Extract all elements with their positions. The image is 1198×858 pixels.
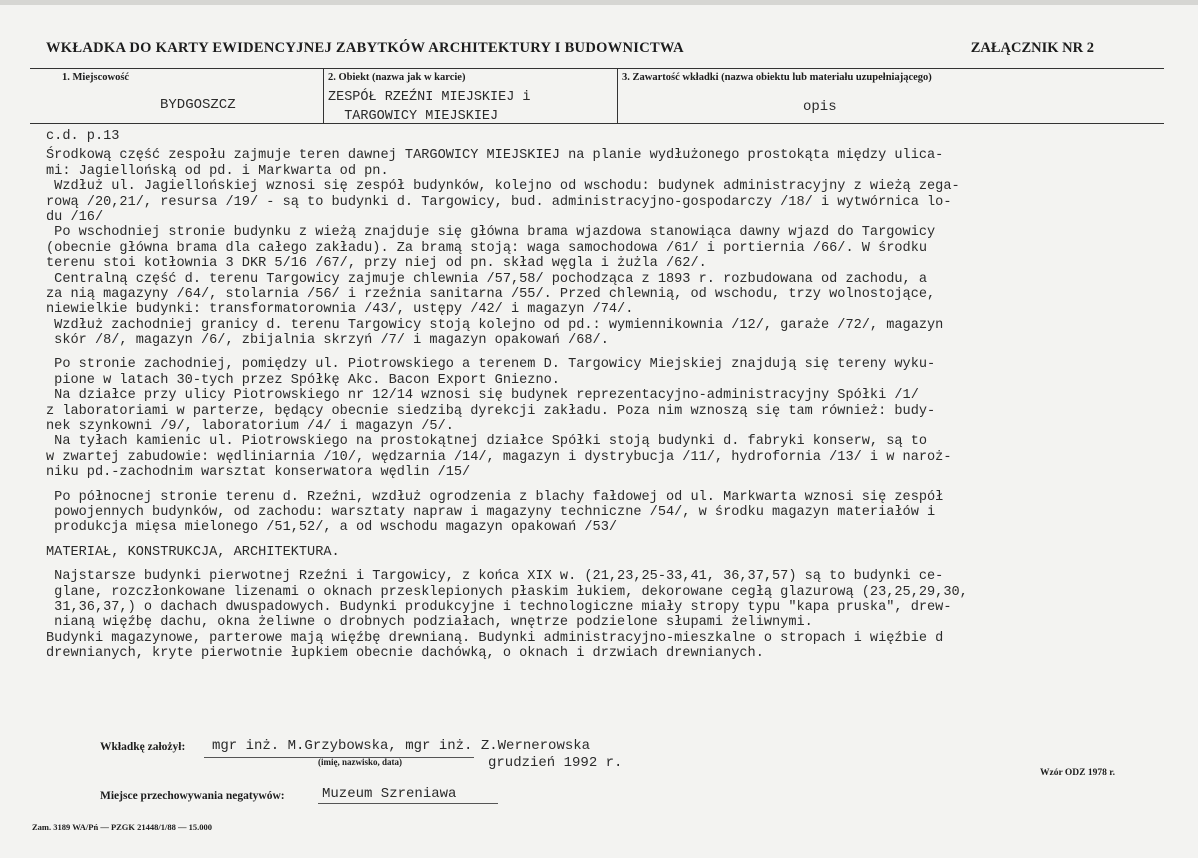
form-title: WKŁADKA DO KARTY EWIDENCYJNEJ ZABYTKÓW ARCHITEKTURY I BUDOWNICTWA: [46, 40, 684, 56]
body-paragraph: [46, 569, 1174, 661]
paragraph-gap: [46, 481, 1174, 490]
body-line: Po północnej stronie terenu d. Rzeźni, wzdłuż ogrodzenia z blachy fałdowej od ul. Markwarta wznosi się zespół: [46, 489, 944, 505]
body-paragraph: [46, 148, 1174, 348]
object-label: 2. Obiekt (nazwa jak w karcie): [328, 72, 466, 83]
body-paragraph: [46, 490, 1174, 536]
body-line: powojennych budynków, od zachodu: warsztaty napraw i magazyny techniczne /54/, w środku magazyn materiałów i: [46, 504, 936, 520]
body-line: niku pd.-zachodnim warsztat konserwatora wędlin /15/: [46, 465, 471, 481]
header-fields-table: [30, 68, 1164, 124]
body-line: Po wschodniej stronie budynku z wieżą znajduje się główna brama wjazdowa stanowiąca dawny wjazd do Targowicy: [46, 225, 936, 241]
negatives-label: Miejsce przechowywania negatywów:: [100, 790, 285, 802]
scan-edge: [0, 0, 1198, 5]
paragraph-gap: [46, 536, 1174, 545]
body-line: glane, rozczłonkowane lizenami o oknach przesklepionych płaskim łukiem, dekorowane cegłą glazurową (23,25,29,30,: [46, 584, 968, 600]
description-body: [46, 129, 1174, 662]
annex-number: ZAŁĄCZNIK NR 2: [970, 40, 1094, 56]
negatives-underline: [318, 803, 498, 804]
paragraph-gap: [46, 348, 1174, 357]
date-value: grudzień 1992 r.: [488, 755, 623, 771]
body-line: (obecnie główna brama dla całego zakładu). Za bramą stoją: waga samochodowa /61/ i portiernia /66/. W środku: [46, 240, 928, 256]
body-line: za nią magazyny /64/, stolarnia /56/ i rzeźnia sanitarna /55/. Przed chlewnią, od wschodu, trzy wolnostojące,: [46, 286, 936, 302]
object-cell: [323, 69, 618, 123]
body-line: Budynki magazynowe, parterowe mają więźbę drewnianą. Budynki administracyjno-mieszkalne o stropach i więźbie d: [46, 630, 944, 646]
body-line: Na działce przy ulicy Piotrowskiego nr 12/14 wznosi się budynek reprezentacyjno-administracyjny Spółki /1/: [46, 388, 919, 404]
body-line: drewnianych, kryte pierwotnie łupkiem obecnie dachówką, o oknach i drzwiach drewnianych.: [46, 646, 764, 662]
locality-value: BYDGOSZCZ: [160, 97, 236, 113]
object-value-line-1: ZESPÓŁ RZEŹNI MIEJSKIEJ i: [328, 90, 531, 105]
body-line: MATERIAŁ, KONSTRUKCJA, ARCHITEKTURA.: [46, 544, 340, 560]
body-line: du /16/: [46, 209, 104, 225]
paragraph-gap: [46, 560, 1174, 569]
object-value: [328, 88, 531, 126]
body-line: Najstarsze budynki pierwotnej Rzeźni i Targowicy, z końca XIX w. (21,23,25-33,41, 36,37,57) są to budynki ce-: [46, 569, 944, 585]
content-cell: [617, 69, 1165, 123]
form-code: Wzór ODZ 1978 r.: [1040, 768, 1115, 778]
author-hint: (imię, nazwisko, data): [318, 757, 402, 767]
body-line: terenu stoi kotłownia 3 DKR 5/16 /67/, przy niej od pn. skład węgla i żużla /62/.: [46, 256, 707, 272]
body-line: rową /20,21/, resursa /19/ - są to budynki d. Targowicy, bud. administracyjno-gospodarczy /18/ i wytwórnica lo-: [46, 194, 952, 210]
body-line: nianą więźbę dachu, okna żeliwne o drobnych podziałach, wnętrze podzielone słupami żeliwnymi.: [46, 615, 813, 631]
body-line: Po stronie zachodniej, pomiędzy ul. Piotrowskiego a terenem D. Targowicy Miejskiej znajdują się tereny wyku-: [46, 357, 936, 373]
body-line: c.d. p.13: [46, 129, 120, 144]
body-line: Centralną część d. terenu Targowicy zajmuje chlewnia /57,58/ pochodząca z 1893 r. rozbudowana od zachodu, a: [46, 271, 928, 287]
author-label: Wkładkę założył:: [100, 741, 186, 753]
content-value: opis: [803, 99, 837, 115]
body-line: 31,36,37,) o dachach dwuspadowych. Budynki produkcyjne i technologiczne miały stropy typu "kapa pruska", drew-: [46, 599, 952, 615]
content-label: 3. Zawartość wkładki (nazwa obiektu lub materiału uzupełniającego): [622, 72, 932, 83]
body-line: z laboratoriami w parterze, będący obecnie siedzibą dyrekcji zakładu. Poza nim wznoszą się tam również: budy-: [46, 403, 936, 419]
body-line: produkcja mięsa mielonego /51,52/, a od wschodu magazyn opakowań /53/: [46, 520, 618, 536]
body-line: niewielkie budynki: transformatorownia /43/, ustępy /42/ i magazyn /74/.: [46, 302, 634, 318]
body-paragraph: [46, 129, 1174, 144]
author-value: mgr inż. M.Grzybowska, mgr inż. Z.Wernerowska: [212, 738, 591, 754]
body-line: skór /8/, magazyn /6/, zbijalnia skrzyń /7/ i magazyn opakowań /68/.: [46, 333, 609, 349]
body-paragraph: [46, 357, 1174, 480]
locality-cell: [30, 69, 323, 123]
body-line: Wzdłuż ul. Jagiellońskiej wznosi się zespół budynków, kolejno od wschodu: budynek administracyjny z wieżą zega-: [46, 179, 960, 195]
object-value-line-2: TARGOWICY MIEJSKIEJ: [328, 109, 499, 124]
body-line: Wzdłuż zachodniej granicy d. terenu Targowicy stoją kolejno od pd.: wymiennikownia /12/, garaże /72/, magazyn: [46, 317, 944, 333]
body-line: pione w latach 30-tych przez Spółkę Akc. Bacon Export Gniezno.: [46, 372, 560, 388]
body-paragraph: [46, 545, 1174, 560]
body-line: w zwartej zabudowie: wędliniarnia /10/, wędzarnia /14/, magazyn i dystrybucja /11/, hydrofornia /13/ i w naroż-: [46, 449, 952, 465]
body-line: mi: Jagiellońską od pd. i Markwarta od pn.: [46, 163, 389, 179]
locality-label: 1. Miejscowość: [62, 72, 130, 83]
body-line: nek szynkowni /9/, laboratorium /4/ i magazyn /5/.: [46, 419, 454, 435]
body-line: Środkową część zespołu zajmuje teren dawnej TARGOWICY MIEJSKIEJ na planie wydłużonego prostokąta między ulica-: [46, 148, 944, 164]
print-info: Zam. 3189 WA/Pń — PZGK 21448/1/88 — 15.000: [32, 822, 213, 832]
negatives-value: Muzeum Szreniawa: [322, 786, 457, 802]
body-line: Na tyłach kamienic ul. Piotrowskiego na prostokątnej działce Spółki stoją budynki d. fabryki konserw, są to: [46, 434, 928, 450]
